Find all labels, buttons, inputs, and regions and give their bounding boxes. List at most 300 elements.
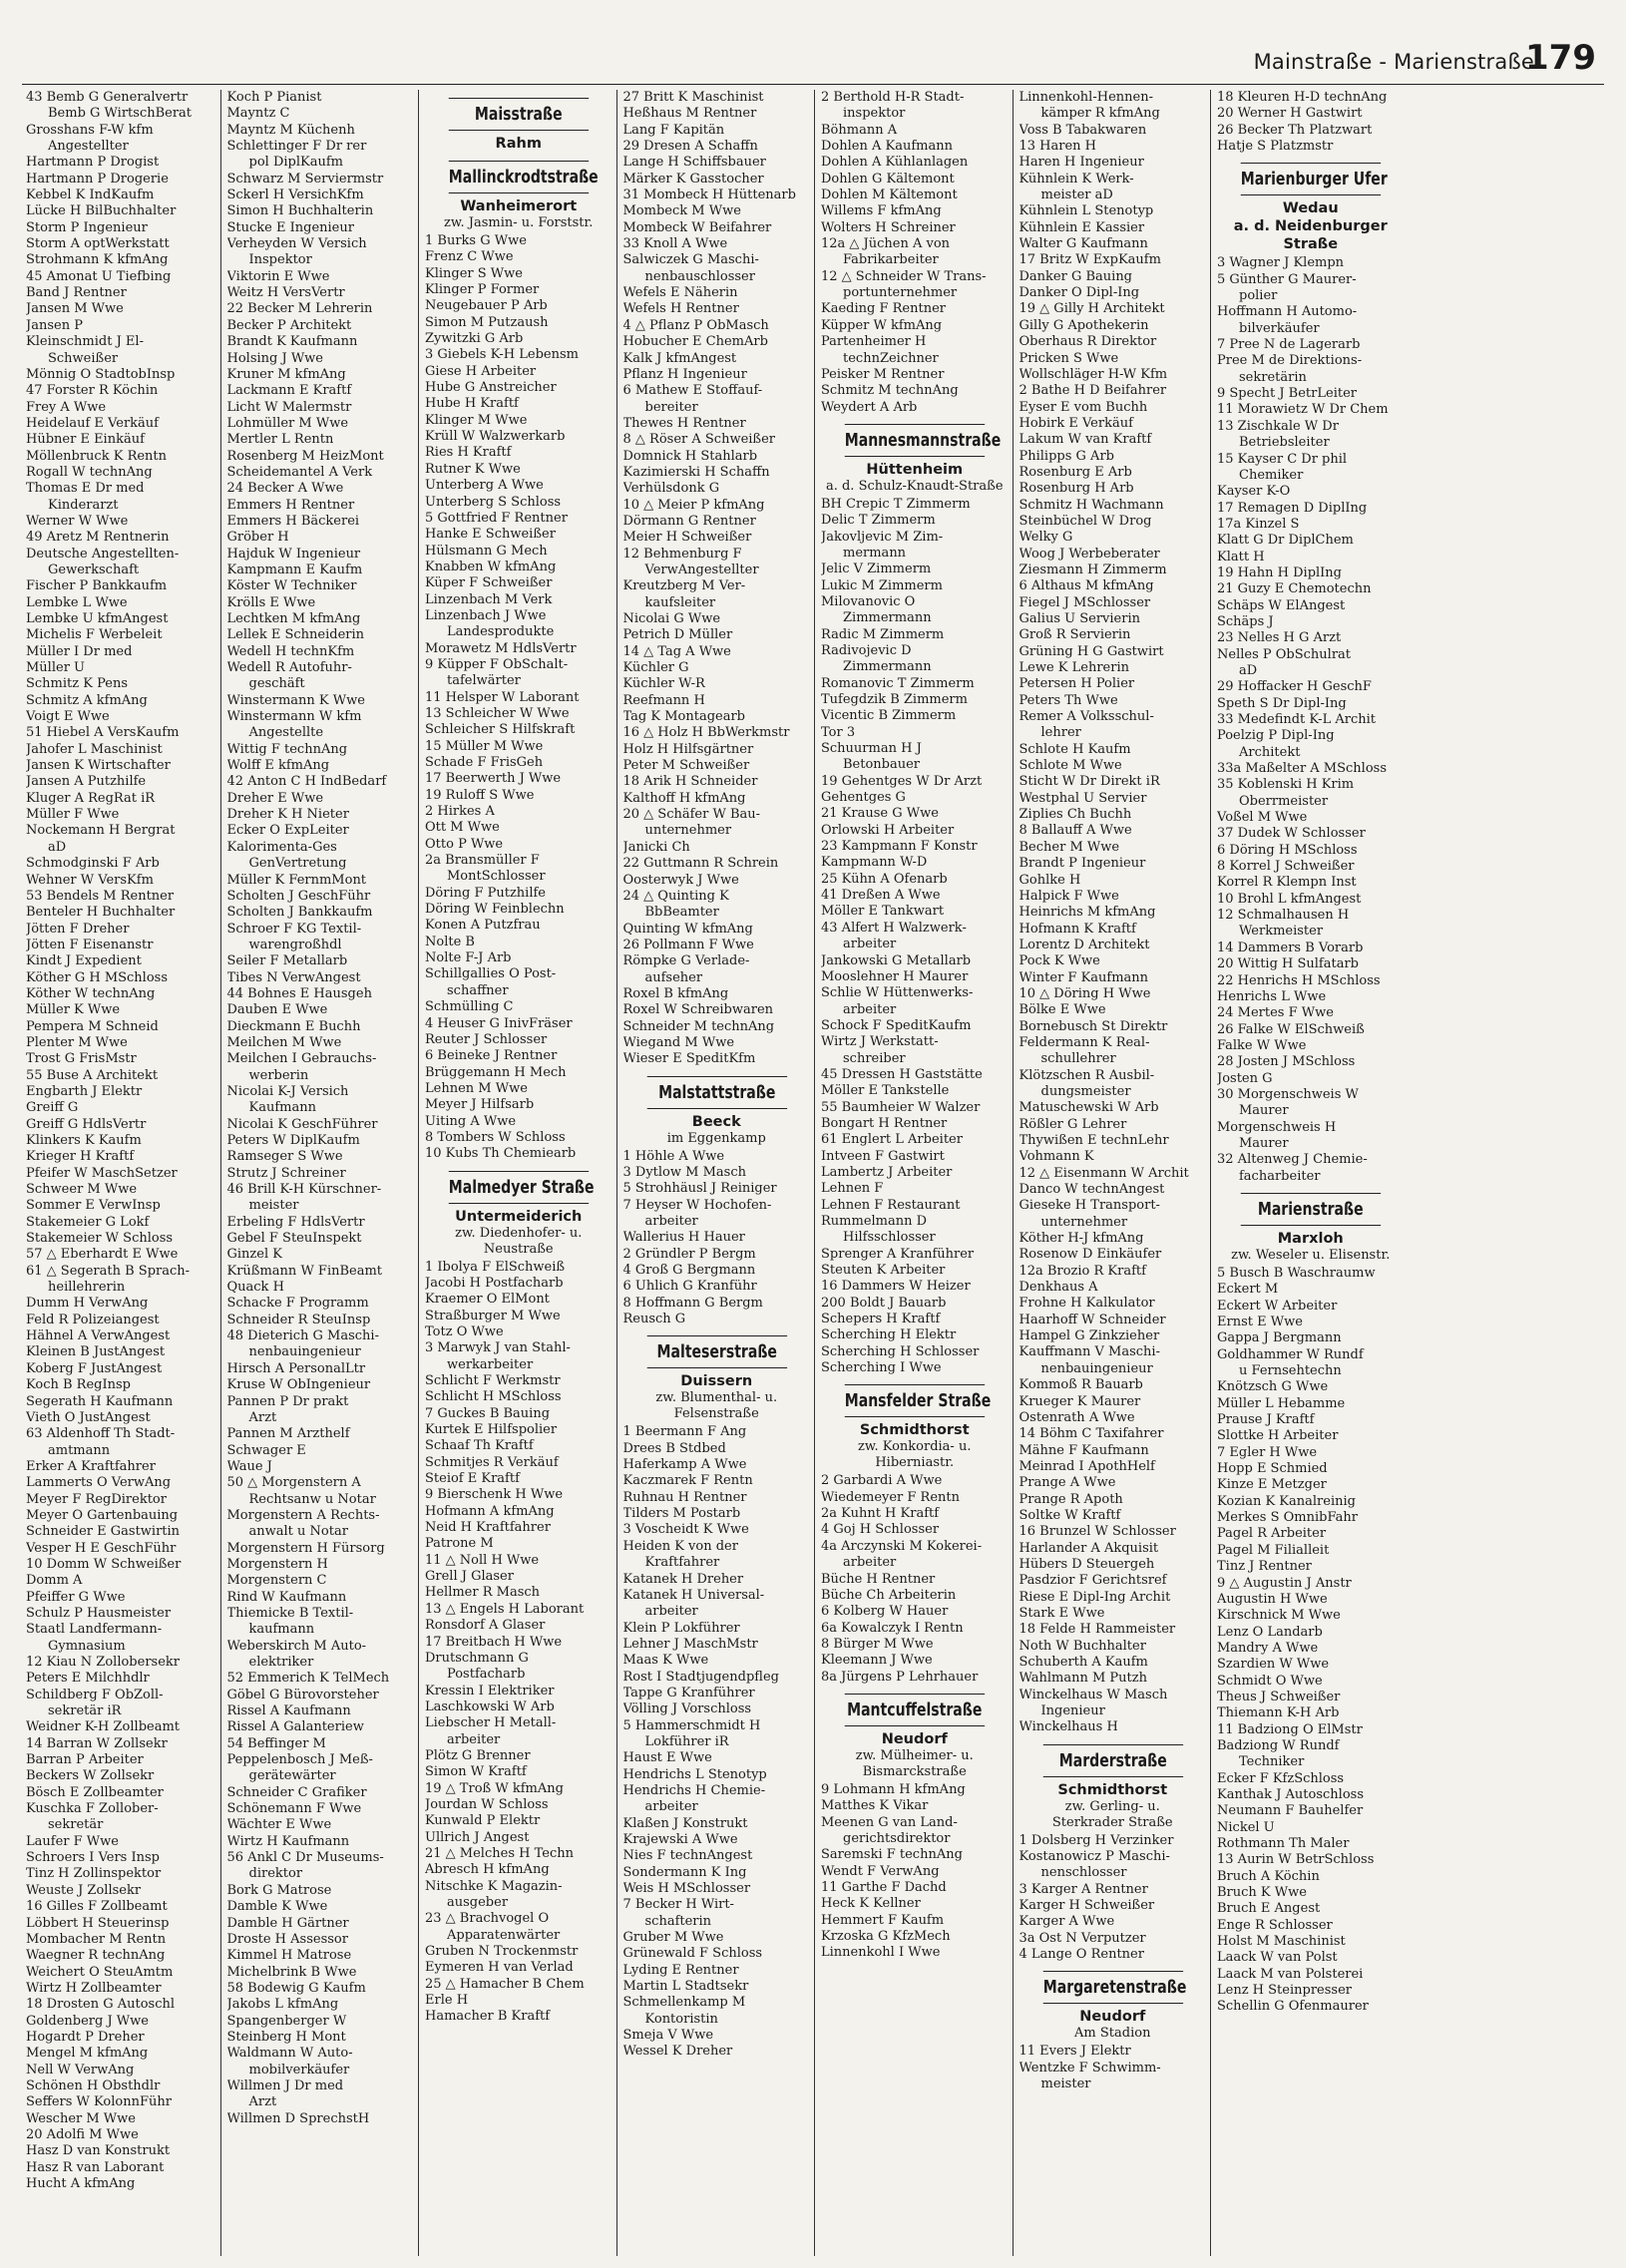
resident-entry: 3 Giebels K-H Lebensm [425, 347, 579, 363]
entry-continuation: schaffner [447, 982, 509, 998]
entry-continuation: GenVertretung [248, 856, 347, 872]
district-name: Wanheimerort [460, 198, 578, 214]
resident-entry: Lackmann E Kraftf [226, 383, 352, 399]
street-name: Maisstraße [449, 98, 589, 131]
resident-entry: Schmitz A kfmAng [26, 692, 148, 708]
resident-entry: Pempera M Schneid [26, 1018, 159, 1034]
resident-entry: 43 Bemb G Generalvertr [26, 90, 189, 105]
resident-entry: Benteler H Buchhalter [26, 905, 176, 921]
entry-continuation: Werkmeister [1239, 924, 1324, 940]
resident-entry: Matuschewski W Arb [1018, 1100, 1159, 1116]
resident-entry: Radic M Zimmerm [821, 626, 945, 642]
resident-entry: Kraemer O ElMont [425, 1292, 550, 1308]
resident-entry: Pock K Wwe [1018, 953, 1100, 969]
resident-entry: 53 Bendels M Rentner [26, 888, 175, 904]
resident-entry: 1 Höhle A Wwe [622, 1148, 725, 1164]
resident-entry: 57 △ Eberhardt E Wwe [26, 1247, 179, 1263]
resident-entry: Tinz J Rentner [1217, 1559, 1312, 1575]
entry-continuation: meister [248, 1198, 299, 1214]
resident-entry: Gieseke H Transport- [1018, 1198, 1160, 1214]
resident-entry: Grünewald F Schloss [622, 1946, 763, 1962]
resident-entry: Köther G H MSchloss [26, 969, 169, 985]
resident-entry: 7 Pree N de Lagerarb [1217, 337, 1361, 353]
resident-entry: 22 Henrichs H MSchloss [1217, 972, 1381, 988]
resident-entry: 52 Emmerich K TelMech [226, 1671, 390, 1687]
resident-entry: Westphal U Servier [1018, 790, 1147, 806]
resident-entry: Ziplies Ch Buchh [1018, 807, 1132, 823]
resident-entry: Rutner K Wwe [425, 461, 521, 477]
resident-entry: Hucht A kfmAng [26, 2176, 136, 2191]
resident-entry: 2a Bransmüller F [425, 853, 540, 869]
resident-entry: 1 Dolsberg H Verzinker [1018, 1832, 1174, 1848]
resident-entry: Waldmann W Auto- [226, 2046, 353, 2062]
resident-entry: 49 Aretz M Rentnerin [26, 530, 170, 546]
entry-continuation: facharbeiter [1239, 1168, 1321, 1184]
resident-entry: Wescher M Wwe [26, 2110, 136, 2126]
resident-entry: Kruse W ObIngenieur [226, 1377, 371, 1393]
resident-entry: Hamacher B Kraftf [425, 2009, 551, 2025]
resident-entry: Pannen P Dr prakt [226, 1393, 349, 1409]
resident-entry: Oberhaus R Direktor [1018, 334, 1157, 350]
entry-continuation: VerwAngestellter [644, 562, 759, 577]
resident-entry: Peisker M Rentner [821, 366, 945, 382]
resident-entry: 3a Ost N Verputzer [1018, 1930, 1146, 1946]
street-heading [425, 1171, 612, 1258]
resident-entry: Kampmann E Kaufm [226, 562, 363, 577]
resident-entry: Kostanowicz P Maschi- [1018, 1849, 1170, 1865]
resident-entry: Dohlen M Kältemont [821, 188, 958, 203]
resident-entry: Goldhammer W Rundf [1217, 1346, 1364, 1362]
resident-entry: Wentzke F Schwimm- [1018, 2060, 1161, 2076]
resident-entry: Pfeiffer G Wwe [26, 1589, 126, 1605]
street-heading [425, 98, 612, 153]
street-name: Mannesmannstraße [845, 424, 985, 457]
resident-entry: Lyding E Rentner [622, 1962, 739, 1978]
resident-entry: Krüßmann W FinBeamt [226, 1263, 383, 1279]
resident-entry: 3 Marwyk J van Stahl- [425, 1340, 571, 1356]
resident-entry: Roxel B kfmAng [622, 985, 729, 1001]
resident-entry: 4 Groß G Bergmann [622, 1263, 756, 1279]
resident-entry: Schweer M Wwe [26, 1182, 138, 1198]
resident-entry: Mandry A Wwe [1217, 1640, 1319, 1656]
resident-entry: Möller E Tankstelle [821, 1083, 950, 1099]
resident-entry: 2 Bathe H D Beifahrer [1018, 383, 1167, 399]
entry-continuation: Bemb G WirtschBerat [48, 106, 193, 122]
resident-entry: 23 △ Brachvogel O [425, 1911, 550, 1927]
resident-entry: 15 Müller M Wwe [425, 738, 544, 754]
resident-entry: Mengel M kfmAng [26, 2046, 149, 2062]
resident-entry: Müller I Dr med [26, 643, 133, 659]
resident-entry: 56 Ankl C Dr Museums- [226, 1850, 384, 1866]
resident-entry: Steiof E Kraftf [425, 1471, 520, 1487]
resident-entry: Salwiczek G Maschi- [622, 252, 759, 268]
resident-entry: Strohmann K kfmAng [26, 252, 169, 268]
resident-entry: Klein P Lokführer [622, 1620, 740, 1636]
resident-entry: Scherching H Schlosser [821, 1343, 980, 1359]
resident-entry: Licht W Malermstr [226, 399, 352, 415]
entry-continuation: Gewerkschaft [48, 562, 140, 577]
street-name: Mantcuffelstraße [845, 1694, 985, 1726]
resident-entry: Krzoska G KfzMech [821, 1929, 951, 1944]
resident-entry: Linzenbach M Verk [425, 591, 553, 607]
resident-entry: Enge R Schlosser [1217, 1917, 1333, 1933]
resident-entry: Koch P Pianist [226, 90, 322, 105]
resident-entry: Hasz R van Laborant [26, 2159, 165, 2175]
street-range: Sterkrader Straße [1051, 1814, 1173, 1830]
resident-entry: Staatl Landfermann- [26, 1622, 163, 1638]
resident-entry: Hobirk E Verkäuf [1018, 415, 1133, 431]
resident-entry: 32 Altenweg J Chemie- [1217, 1152, 1368, 1168]
resident-entry: Viktorin E Wwe [226, 268, 330, 284]
district-name: Untermeiderich [455, 1208, 583, 1225]
resident-entry: Noth W Buchhalter [1018, 1638, 1146, 1654]
resident-entry: Patrone M [425, 1536, 494, 1552]
resident-entry: 2a Kuhnt H Kraftf [821, 1506, 940, 1522]
resident-entry: Schildberg F ObZoll- [26, 1687, 164, 1702]
entry-continuation: Lokführer iR [644, 1733, 729, 1749]
district-name: Marxloh [1277, 1230, 1344, 1247]
resident-entry: Pree M de Direktions- [1217, 353, 1363, 369]
resident-entry: Morawetz M HdlsVertr [425, 640, 577, 656]
resident-entry: Lembke U kfmAngest [26, 611, 169, 626]
resident-entry: Domm A [26, 1573, 83, 1589]
resident-entry: Frohne H Kalkulator [1018, 1296, 1155, 1312]
resident-entry: Kleinschmidt J El- [26, 334, 144, 350]
resident-entry: Jakovljevic M Zim- [821, 529, 944, 545]
entry-continuation: Inspektor [248, 252, 312, 268]
resident-entry: Möllenbruck K Rentn [26, 448, 168, 464]
resident-entry: Neugebauer P Arb [425, 298, 548, 314]
resident-entry: Ginzel K [226, 1247, 282, 1263]
resident-entry: Holst M Maschinist [1217, 1934, 1346, 1950]
resident-entry: Küchler G [622, 660, 689, 676]
resident-entry: Küchler W-R [622, 676, 705, 692]
resident-entry: Rissel A Kaufmann [226, 1703, 351, 1719]
resident-entry: Jansen P [26, 317, 83, 333]
street-name: Marderstraße [1042, 1744, 1182, 1777]
resident-entry: Lakum W van Kraftf [1018, 432, 1152, 448]
resident-entry: 17a Kinzel S [1217, 516, 1300, 532]
resident-entry: Domnick H Stahlarb [622, 448, 758, 464]
resident-entry: 18 Arik H Schneider [622, 774, 758, 790]
entry-continuation: ausgeber [447, 1895, 509, 1910]
entry-continuation: bilverkäufer [1239, 320, 1320, 336]
resident-entry: 13 Aurin W BetrSchloss [1217, 1852, 1375, 1868]
resident-entry: Rößler G Lehrer [1018, 1116, 1127, 1132]
entry-continuation: anwalt u Notar [248, 1524, 348, 1540]
resident-entry: 5 Günther G Maurer- [1217, 271, 1357, 287]
resident-entry: Josten G [1217, 1070, 1273, 1086]
resident-entry: Tilders M Postarb [622, 1506, 741, 1522]
resident-entry: 18 Kleuren H-D technAng [1217, 90, 1388, 105]
resident-entry: Gappa J Bergmann [1217, 1330, 1342, 1346]
resident-entry: Büche Ch Arbeiterin [821, 1587, 957, 1603]
street-heading [623, 1076, 811, 1147]
resident-entry: Schepers H Kraftf [821, 1312, 941, 1327]
resident-entry: Schmitz K Pens [26, 676, 128, 692]
resident-entry: Walter G Kaufmann [1018, 236, 1148, 252]
entry-continuation: Apparatenwärter [447, 1927, 561, 1943]
resident-entry: Nicolai G Wwe [622, 611, 721, 626]
resident-entry: Soltke W Kraftf [1018, 1507, 1121, 1523]
resident-entry: Jahofer L Maschinist [26, 741, 163, 757]
resident-entry: Sprenger A Kranführer [821, 1246, 975, 1262]
resident-entry: Ziesmann H Zimmerm [1018, 562, 1167, 577]
resident-entry: 16 Brunzel W Schlosser [1018, 1524, 1176, 1540]
resident-entry: Böhmann A [821, 122, 898, 138]
resident-entry: Laack W van Polst [1217, 1950, 1338, 1966]
resident-entry: Eymeren H van Verlad [425, 1960, 574, 1976]
resident-entry: Rissel A Galanteriew [226, 1719, 364, 1735]
resident-entry: Winstermann K Wwe [226, 692, 365, 708]
resident-entry: Heßhaus M Rentner [622, 106, 757, 122]
district-name: Rahm [495, 136, 542, 152]
resident-entry: Dohlen G Kältemont [821, 171, 955, 187]
directory-column [814, 90, 1013, 2256]
resident-entry: Bork G Matrose [226, 1882, 332, 1898]
resident-entry: Krajewski A Wwe [622, 1832, 738, 1847]
resident-entry: 12 Behmenburg F [622, 546, 742, 562]
resident-entry: 5 Strohhäusl J Reiniger [622, 1181, 777, 1197]
entry-continuation: nenbauschlosser [644, 268, 755, 284]
street-name: Mallinckrodtstraße [449, 161, 589, 193]
resident-entry: Kalorimenta-Ges [226, 839, 337, 855]
entry-continuation: werkarbeiter [447, 1356, 534, 1372]
resident-entry: Mertler L Rentn [226, 432, 334, 448]
resident-entry: Wirtz H Kaufmann [226, 1833, 350, 1849]
resident-entry: Becker P Architekt [226, 317, 352, 333]
directory-column [1013, 90, 1211, 2256]
resident-entry: Trost G FrisMstr [26, 1051, 137, 1067]
resident-entry: Meinrad I ApothHelf [1018, 1458, 1155, 1474]
resident-entry: Kühnlein E Kassier [1018, 219, 1145, 235]
resident-entry: Sckerl H VersichKfm [226, 188, 364, 203]
resident-entry: Lücke H BilBuchhalter [26, 203, 177, 219]
resident-entry: Intveen F Gastwirt [821, 1148, 945, 1164]
resident-entry: Willmen D SprechstH [226, 2110, 370, 2126]
resident-entry: 10 △ Döring H Wwe [1018, 985, 1151, 1001]
resident-entry: Orlowski H Arbeiter [821, 822, 955, 838]
entry-continuation: Arzt [248, 1409, 277, 1425]
resident-entry: 63 Aldenhoff Th Stadt- [26, 1426, 176, 1442]
resident-entry: Pricken S Wwe [1018, 350, 1119, 366]
resident-entry: Weis H MSchlosser [622, 1881, 751, 1897]
resident-entry: Tinz H Zollinspektor [26, 1866, 162, 1882]
resident-entry: 20 Adolfi M Wwe [26, 2126, 139, 2142]
resident-entry: Wolters H Schreiner [821, 219, 956, 235]
resident-entry: Gröber H [226, 530, 289, 546]
street-heading [821, 424, 1009, 495]
resident-entry: Weitz H VersVertr [226, 285, 345, 301]
resident-entry: Grüning H G Gastwirt [1018, 643, 1164, 659]
resident-entry: Schneider C Grafiker [226, 1784, 367, 1800]
resident-entry: Schuberth A Kaufm [1018, 1655, 1148, 1670]
resident-entry: Linzenbach J Wwe [425, 607, 547, 623]
resident-entry: Mähne F Kaufmann [1018, 1442, 1149, 1458]
resident-entry: Plenter M Wwe [26, 1034, 128, 1050]
resident-entry: Müller U [26, 660, 85, 676]
resident-entry: 12 △ Schneider W Trans- [821, 268, 987, 284]
resident-entry: Mooslehner H Maurer [821, 968, 969, 984]
entry-continuation: Kraftfahrer [644, 1555, 720, 1571]
resident-entry: Goldenberg J Wwe [26, 2013, 149, 2029]
resident-entry: Kühnlein L Stenotyp [1018, 203, 1154, 219]
resident-entry: Gebel F SteuInspekt [226, 1231, 362, 1247]
resident-entry: 17 Britz W ExpKaufm [1018, 252, 1161, 268]
resident-entry: Uiting A Wwe [425, 1113, 517, 1129]
resident-entry: Meyer O Gartenbauing [26, 1507, 179, 1523]
street-heading [1019, 1971, 1207, 2042]
resident-entry: Vesper H E GeschFühr [26, 1540, 177, 1556]
resident-entry: Heidelauf E Verkäuf [26, 415, 159, 431]
resident-entry: Unterberg S Schloss [425, 494, 562, 510]
resident-entry: Dieckmann E Buchh [226, 1018, 361, 1034]
resident-entry: 13 Haren H [1018, 139, 1097, 155]
resident-entry: 37 Dudek W Schlosser [1217, 826, 1366, 842]
resident-entry: 20 Werner H Gastwirt [1217, 106, 1363, 122]
resident-entry: Thywißen E technLehr [1018, 1133, 1169, 1148]
resident-entry: Woog J Werbeberater [1018, 546, 1160, 562]
entry-continuation: MontSchlosser [447, 869, 546, 885]
resident-entry: Oosterwyk J Wwe [622, 872, 739, 888]
resident-entry: Weydert A Arb [821, 399, 918, 415]
entry-continuation: Hilfsschlosser [843, 1230, 936, 1246]
resident-entry: Schmodginski F Arb [26, 856, 160, 872]
resident-entry: 17 Beerwerth J Wwe [425, 771, 562, 787]
resident-entry: Fischer P Bankkaufm [26, 578, 168, 594]
resident-entry: 12 Schmalhausen H [1217, 908, 1350, 924]
resident-entry: 9 Bierschenk H Wwe [425, 1487, 564, 1503]
resident-entry: 51 Hiebel A VersKaufm [26, 725, 180, 741]
resident-entry: Rothmann Th Maler [1217, 1836, 1350, 1851]
resident-entry: Bruch A Köchin [1217, 1868, 1320, 1884]
resident-entry: Köther H-J kfmAng [1018, 1231, 1144, 1247]
entry-continuation: meister [1040, 2077, 1091, 2092]
resident-entry: Morgenschweis H [1217, 1119, 1337, 1135]
resident-entry: Straßburger M Wwe [425, 1308, 561, 1323]
resident-entry: Karger H Schweißer [1018, 1898, 1155, 1914]
resident-entry: Simon M Putzaush [425, 314, 549, 330]
resident-entry: Lewe K Lehrerin [1018, 660, 1129, 676]
resident-entry: Ries H Kraftf [425, 445, 512, 461]
resident-entry: 23 Nelles H G Arzt [1217, 630, 1342, 646]
resident-entry: Prause J Kraftf [1217, 1412, 1315, 1428]
resident-entry: Laack M van Polsterei [1217, 1966, 1364, 1982]
resident-entry: Peters Th Wwe [1018, 692, 1118, 708]
entry-continuation: sekretär iR [48, 1703, 122, 1719]
resident-entry: Kunwald P Elektr [425, 1813, 541, 1829]
entry-continuation: schullehrer [1040, 1051, 1116, 1067]
resident-entry: Schroer F KG Textil- [226, 921, 362, 937]
resident-entry: Janicki Ch [622, 839, 690, 855]
resident-entry: Hampel G Zinkzieher [1018, 1328, 1160, 1344]
resident-entry: Engbarth J Elektr [26, 1083, 143, 1099]
resident-entry: Storm P Ingenieur [26, 219, 148, 235]
entry-continuation: Chemiker [1239, 467, 1304, 483]
resident-entry: 7 Egler H Wwe [1217, 1444, 1318, 1460]
resident-entry: 6 Althaus M kfmAng [1018, 578, 1154, 594]
resident-entry: Hartmann P Drogist [26, 155, 160, 171]
resident-entry: Küper F Schweißer [425, 575, 553, 591]
resident-entry: Klatt G Dr DiplChem [1217, 533, 1354, 549]
entry-continuation: arbeiter [843, 937, 897, 952]
resident-entry: Schönen H Obsthdlr [26, 2078, 161, 2093]
resident-entry: 13 △ Engels H Laborant [425, 1601, 585, 1617]
resident-entry: Kinze E Metzger [1217, 1477, 1327, 1493]
resident-entry: 29 Dresen A Schaffn [622, 139, 758, 155]
resident-entry: Müller F Wwe [26, 807, 120, 823]
resident-entry: Jakobs L kfmAng [226, 1997, 339, 2013]
resident-entry: Wiegand M Wwe [622, 1034, 735, 1050]
resident-entry: Abresch H kfmAng [425, 1862, 550, 1878]
resident-entry: Kanthak J Autoschloss [1217, 1786, 1364, 1802]
resident-entry: Schlicht F Werkmstr [425, 1373, 561, 1388]
entry-continuation: sekretär [48, 1817, 104, 1833]
resident-entry: Laufer F Wwe [26, 1833, 119, 1849]
resident-entry: 55 Baumheier W Walzer [821, 1099, 981, 1115]
resident-entry: 28 Josten J MSchloss [1217, 1054, 1356, 1070]
resident-entry: Wahlmann M Putzh [1018, 1671, 1147, 1687]
resident-entry: Lenz H Steinpresser [1217, 1983, 1352, 1999]
resident-entry: Klinger S Wwe [425, 265, 523, 281]
street-name: Marienstraße [1241, 1193, 1381, 1226]
street-name: Malteserstraße [646, 1335, 786, 1368]
resident-entry: Vieth O JustAngest [26, 1409, 151, 1425]
resident-entry: Hartmann P Drogerie [26, 171, 169, 187]
resident-entry: 44 Bohnes E Hausgeh [226, 985, 372, 1001]
entry-continuation: pol DiplKaufm [248, 155, 343, 171]
resident-entry: Schaaf Th Kraftf [425, 1438, 534, 1454]
resident-entry: 21 Guzy E Chemotechn [1217, 581, 1372, 597]
entry-continuation: arbeiter [644, 1214, 698, 1229]
resident-entry: 50 △ Morgenstern A [226, 1475, 361, 1491]
street-range: zw. Jasmin- u. Forststr. [444, 215, 594, 230]
resident-entry: Greiff G HdlsVertr [26, 1116, 147, 1132]
resident-entry: Meenen G van Land- [821, 1814, 958, 1830]
entry-continuation: Kontoristin [644, 2011, 718, 2027]
resident-entry: Werner W Wwe [26, 513, 129, 529]
resident-entry: Morgenstern A Rechts- [226, 1507, 380, 1523]
resident-entry: Hobucher E ChemArb [622, 334, 768, 350]
resident-entry: Weichert O SteuAmtm [26, 1964, 174, 1980]
resident-entry: Lambertz J Arbeiter [821, 1164, 953, 1180]
resident-entry: Poelzig P Dipl-Ing [1217, 728, 1335, 744]
resident-entry: Hofmann A kfmAng [425, 1503, 555, 1519]
entry-continuation: tafelwärter [447, 673, 521, 689]
resident-entry: Schmidt O Wwe [1217, 1673, 1323, 1689]
resident-entry: Döring W Feinblechn [425, 902, 565, 918]
resident-entry: 12 △ Eisenmann W Archit [1018, 1165, 1189, 1181]
resident-entry: Harlander A Akquisit [1018, 1540, 1159, 1556]
resident-entry: Döring F Putzhilfe [425, 885, 546, 901]
entry-continuation: aufseher [644, 969, 703, 985]
street-heading [425, 161, 612, 231]
resident-entry: Hähnel A VerwAngest [26, 1328, 171, 1344]
entry-continuation: nenbauingenieur [248, 1344, 361, 1360]
entry-continuation: Zimmermann [843, 610, 932, 626]
resident-entry: Barran P Arbeiter [26, 1752, 144, 1768]
resident-entry: 26 Pollmann F Wwe [622, 937, 754, 952]
street-heading [1019, 1744, 1207, 1831]
resident-entry: Schneider M technAng [622, 1018, 775, 1034]
resident-entry: 9 △ Augustin J Anstr [1217, 1575, 1352, 1591]
entry-continuation: arbeiter [447, 1731, 501, 1747]
district-name: Neudorf [881, 1730, 948, 1747]
resident-entry: 5 Gottfried F Rentner [425, 510, 568, 526]
resident-entry: Partenheimer H [821, 334, 927, 350]
resident-entry: Kurtek E Hilfspolier [425, 1422, 558, 1438]
resident-entry: Emmers H Rentner [226, 497, 355, 513]
